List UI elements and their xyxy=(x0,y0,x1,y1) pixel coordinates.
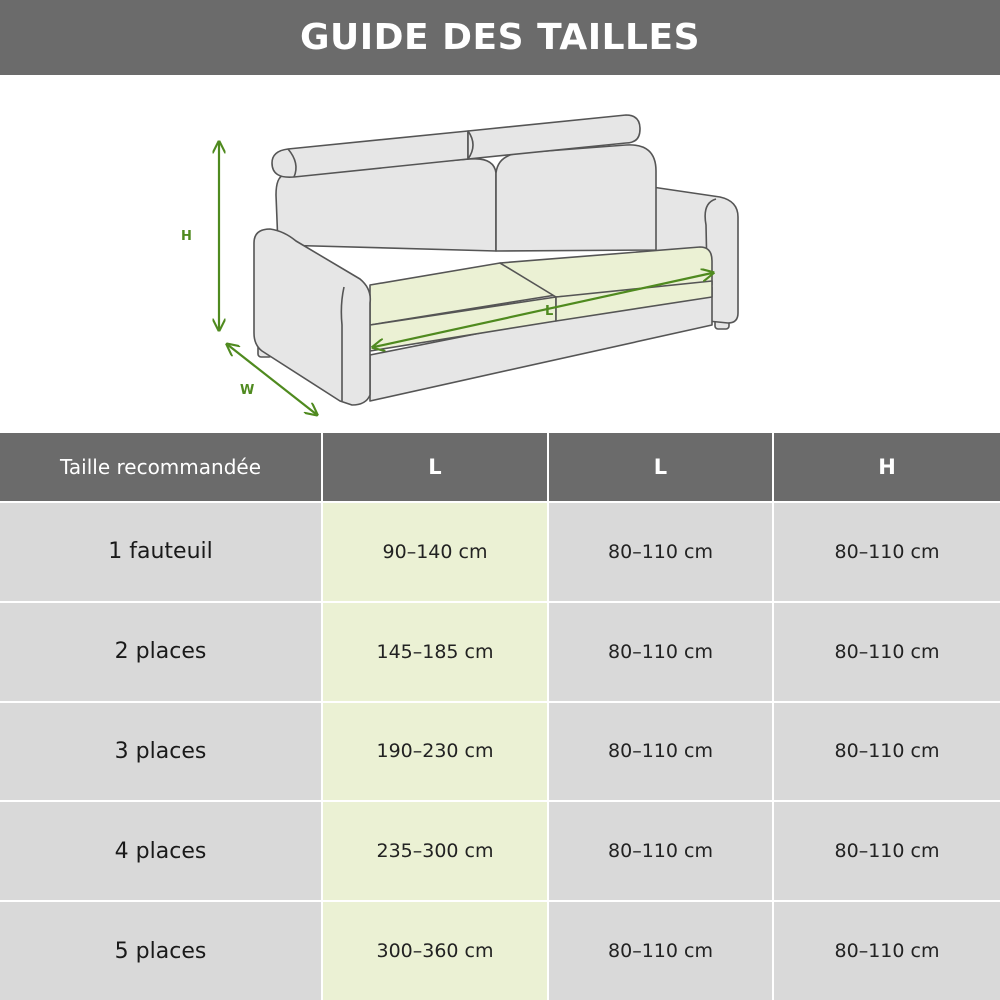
column-header-length-2: L xyxy=(548,433,773,502)
length-2-cell: 80–110 cm xyxy=(548,901,773,1000)
column-header-length: L xyxy=(322,433,548,502)
sofa-illustration xyxy=(0,75,1000,433)
column-header-height: H xyxy=(773,433,1000,502)
table-header-row xyxy=(0,433,1000,502)
height-cell: 80–110 cm xyxy=(773,602,1000,702)
table-row xyxy=(0,502,1000,602)
page-title xyxy=(0,0,1000,75)
size-name-cell: 1 fauteuil xyxy=(0,502,322,602)
table-row xyxy=(0,801,1000,901)
column-header-size: Taille recommandée xyxy=(0,433,322,502)
size-table xyxy=(0,433,1000,1000)
length-2-cell: 80–110 cm xyxy=(548,702,773,802)
size-name-cell: 2 places xyxy=(0,602,322,702)
height-cell: 80–110 cm xyxy=(773,801,1000,901)
sofa-drawing xyxy=(0,75,1000,433)
height-cell: 80–110 cm xyxy=(773,702,1000,802)
size-name-cell: 5 places xyxy=(0,901,322,1000)
length-cell: 145–185 cm xyxy=(322,602,548,702)
sofa-outline xyxy=(254,115,738,405)
length-2-cell: 80–110 cm xyxy=(548,801,773,901)
length-cell: 300–360 cm xyxy=(322,901,548,1000)
length-label: L xyxy=(545,304,554,319)
length-cell: 235–300 cm xyxy=(322,801,548,901)
width-label: W xyxy=(240,383,255,398)
size-name-cell: 4 places xyxy=(0,801,322,901)
length-cell: 90–140 cm xyxy=(322,502,548,602)
height-cell: 80–110 cm xyxy=(773,502,1000,602)
table-row xyxy=(0,901,1000,1000)
table-row xyxy=(0,702,1000,802)
height-label: H xyxy=(181,229,192,244)
length-cell: 190–230 cm xyxy=(322,702,548,802)
length-2-cell: 80–110 cm xyxy=(548,502,773,602)
table-row xyxy=(0,602,1000,702)
size-name-cell: 3 places xyxy=(0,702,322,802)
length-2-cell: 80–110 cm xyxy=(548,602,773,702)
page-title-text: GUIDE DES TAILLES xyxy=(299,17,701,58)
height-cell: 80–110 cm xyxy=(773,901,1000,1000)
